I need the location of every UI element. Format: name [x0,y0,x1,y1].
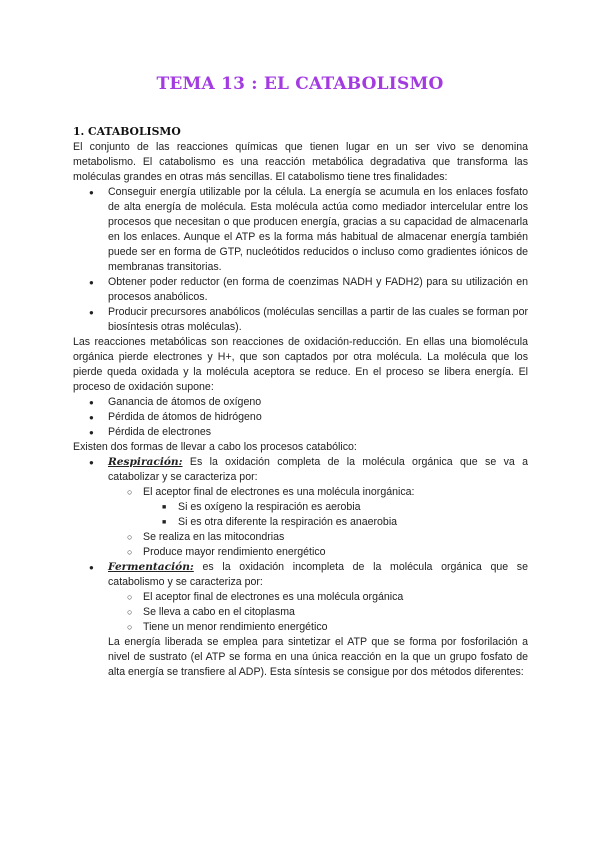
list-item-text: El aceptor final de electrones es una molécula inorgánica: [143,486,415,498]
aceptor-sublist [143,500,528,530]
formas-intro: Existen dos formas de llevar a cabo los procesos catabólico: [73,441,357,453]
oxidacion-list [73,395,528,440]
redox-paragraph: Las reacciones metabólicas son reacciones de oxidación-reducción. En ellas una biomolécula orgánica pierde electrones y H+, que son captados por otra molécula. La molécula que los pierde queda oxidada y la molécula aceptora se reduce. En el proceso se libera energía. El proceso de oxidación supone: [73,336,528,393]
fermentacion-term: Fermentación: [108,561,194,573]
list-item: ● Conseguir energía utilizable por la célula. La energía se acumula en los enlaces fosfato de alta energía de molécula. Esta molécula actúa como mediador intercelular entre los procesos que necesitan o que producen energía, gracias a su capacidad de almacenarla en los enlaces. Aunque el ATP es la forma más habitual de almacenar energía también puede ser en forma de GTP, nucleótidos reducidos o incluso como gradientes iónicos de membranas transitorias. [73,185,528,275]
respiracion-item [73,455,528,560]
fermentacion-item [73,560,528,635]
finalidades-list [73,185,528,335]
list-item: ○ El aceptor final de electrones es una molécula orgánica [108,590,528,605]
list-item: ○ Produce mayor rendimiento energético [108,545,528,560]
list-item: ● Pérdida de átomos de hidrógeno [73,410,528,425]
respiracion-sublist [108,485,528,560]
document-body [73,124,528,680]
list-item: ■ Si es otra diferente la respiración es anaerobia [143,515,528,530]
respiracion-term: Respiración: [108,456,183,468]
page-title: TEMA 13 : EL CATABOLISMO [156,74,444,94]
section-heading: 1. CATABOLISMO [73,125,181,138]
list-item: ● Obtener poder reductor (en forma de coenzimas NADH y FADH2) para su utilización en procesos anabólicos. [73,275,528,305]
list-item: ○ Tiene un menor rendimiento energético [108,620,528,635]
list-item: ● Producir precursores anabólicos (moléculas sencillas a partir de las cuales se forman por biosíntesis otras moléculas). [73,305,528,335]
list-item: ○ Se realiza en las mitocondrias [108,530,528,545]
fermentacion-sublist [108,590,528,635]
list-item: ○ Se lleva a cabo en el citoplasma [108,605,528,620]
formas-list [73,455,528,635]
respiracion-text: Es la oxidación completa de la molécula orgánica que se va a catabolizar y se caracteriza por: [108,456,528,483]
intro-paragraph: El conjunto de las reacciones químicas que tienen lugar en un ser vivo se denomina metabolismo. El catabolismo es una reacción metabólica degradativa que transforma las moléculas grandes en otras más sencillas. El catabolismo tiene tres finalidades: [73,141,528,183]
list-item: ● Ganancia de átomos de oxígeno [73,395,528,410]
fermentacion-text: es la oxidación incompleta de la molécula orgánica que se catabolismo y se caracteriza por: [108,561,528,588]
list-item: ■ Si es oxígeno la respiración es aerobia [143,500,528,515]
atp-paragraph: La energía liberada se emplea para sintetizar el ATP que se forma por fosforilación a nivel de sustrato (el ATP se forma en una única reacción en la que un grupo fosfato de alta energía se transfiere al ADP). Esta síntesis se consigue por dos métodos diferentes: [108,636,528,678]
list-item: ● Pérdida de electrones [73,425,528,440]
list-item [108,485,528,530]
